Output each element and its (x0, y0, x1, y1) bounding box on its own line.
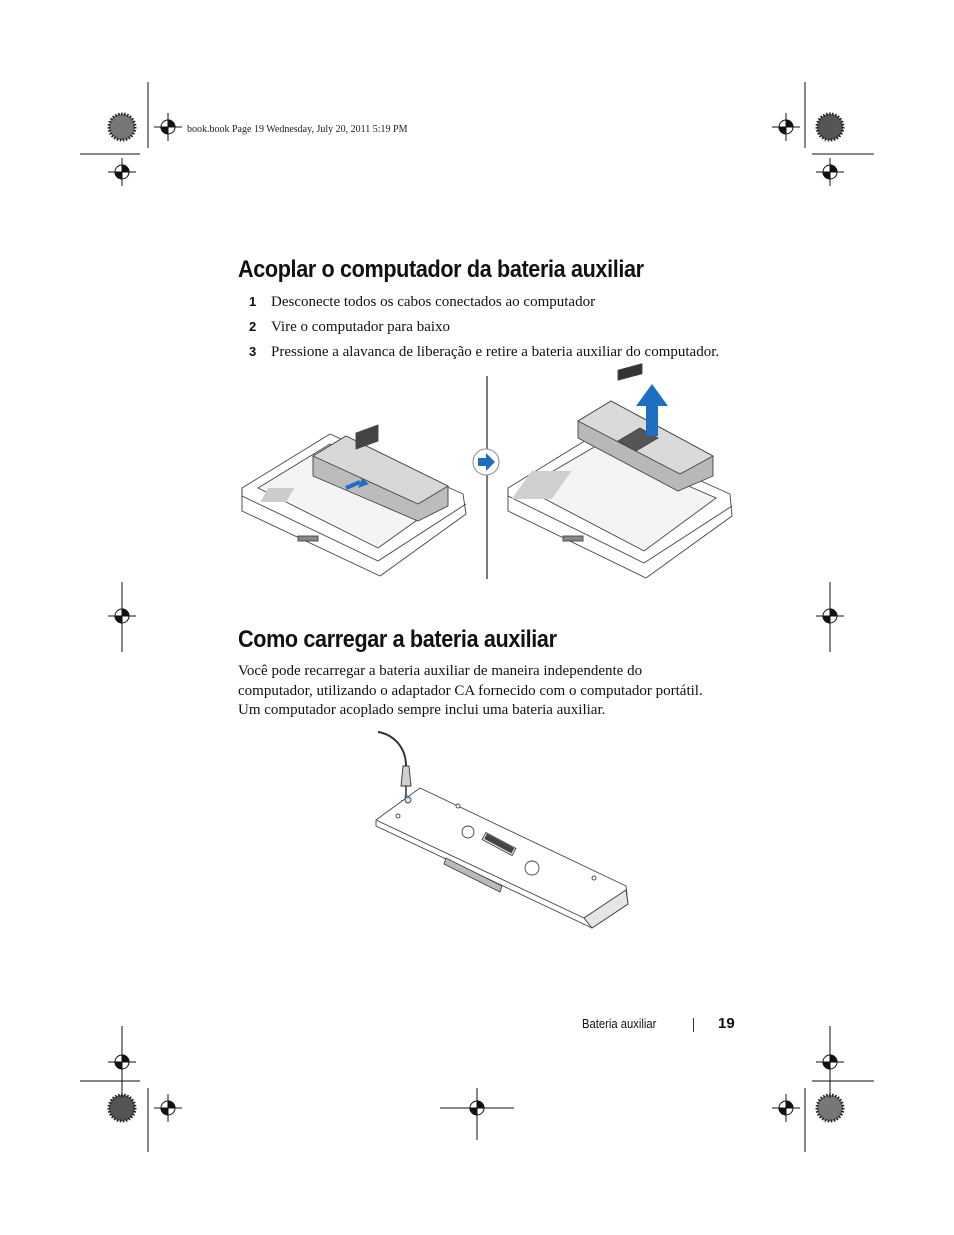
step-3 (249, 344, 719, 361)
laptop-docked-drawing (242, 425, 466, 576)
print-slug: book.book Page 19 Wednesday, July 20, 2011 5:19 PM (187, 124, 408, 135)
charging-paragraph: Você pode recarregar a bateria auxiliar de maneira independente do computador, utilizando o adaptador CA fornecido com o computador portátil. Um computador acoplado sempre inclui uma bateria auxiliar. (238, 663, 703, 718)
step-number: 3 (249, 344, 257, 359)
laptop-undocked-drawing (508, 364, 732, 578)
undock-illustration (238, 376, 738, 586)
step-text: Vire o computador para baixo (271, 319, 451, 335)
footer-separator (693, 1018, 694, 1032)
battery-charging-illustration (372, 728, 642, 938)
step-number: 1 (249, 294, 257, 309)
page-number: 19 (718, 1015, 735, 1032)
auxiliary-battery-drawing (376, 788, 628, 928)
section-title-undock: Acoplar o computador da bateria auxiliar (238, 256, 644, 283)
step-number: 2 (249, 319, 257, 334)
ac-adapter-cable-drawing (378, 732, 411, 794)
step-text: Desconecte todos os cabos conectados ao computador (271, 294, 596, 310)
step-2 (249, 319, 450, 336)
footer-chapter-label: Bateria auxiliar (582, 1017, 657, 1031)
next-step-arrow-icon (473, 449, 499, 475)
step-text: Pressione a alavanca de liberação e retire a bateria auxiliar do computador. (271, 344, 720, 360)
step-1 (249, 294, 595, 311)
section-title-charging: Como carregar a bateria auxiliar (238, 626, 557, 653)
